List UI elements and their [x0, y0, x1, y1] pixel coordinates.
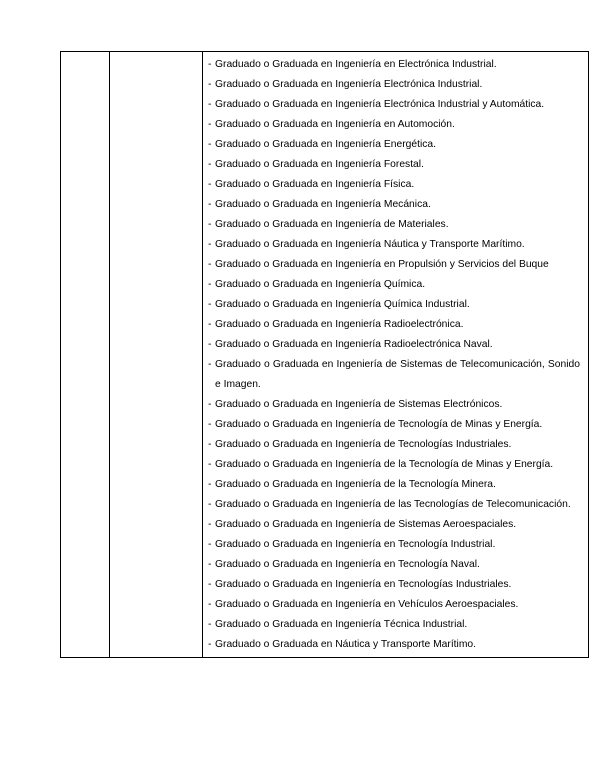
degree-text: Graduado o Graduada en Náutica y Transporte Marítimo.	[215, 639, 476, 650]
bullet-dash: -	[208, 579, 212, 590]
degree-text: Graduado o Graduada en Ingeniería en Vehículos Aeroespaciales.	[215, 599, 519, 610]
list-item	[208, 635, 580, 655]
table-cell-empty-first	[61, 52, 110, 658]
list-item	[208, 115, 580, 135]
list-item	[208, 135, 580, 155]
degree-text: Graduado o Graduada en Ingeniería de la Tecnología de Minas y Energía.	[215, 459, 554, 470]
bullet-dash: -	[208, 479, 212, 490]
degree-text: Graduado o Graduada en Ingeniería Electrónica Industrial.	[215, 79, 483, 90]
table-row	[61, 52, 589, 658]
bullet-dash: -	[208, 559, 212, 570]
bullet-dash: -	[208, 339, 212, 350]
bullet-dash: -	[208, 499, 212, 510]
bullet-dash: -	[208, 179, 212, 190]
bullet-dash: -	[208, 399, 212, 410]
degree-text: Graduado o Graduada en Ingeniería Náutica y Transporte Marítimo.	[215, 239, 525, 250]
bullet-dash: -	[208, 99, 212, 110]
degree-text: Graduado o Graduada en Ingeniería de Sistemas Electrónicos.	[215, 399, 503, 410]
bullet-dash: -	[208, 599, 212, 610]
degree-text: Graduado o Graduada en Ingeniería de las Tecnologías de Telecomunicación.	[215, 499, 571, 510]
degree-text: Graduado o Graduada en Ingeniería Radioelectrónica Naval.	[215, 339, 493, 350]
list-item	[208, 495, 580, 515]
degree-text: Graduado o Graduada en Ingeniería Física.	[215, 179, 415, 190]
degree-text: Graduado o Graduada en Ingeniería en Tecnologías Industriales.	[215, 579, 512, 590]
bullet-dash: -	[208, 419, 212, 430]
degree-text: Graduado o Graduada en Ingeniería Química Industrial.	[215, 299, 470, 310]
degree-text: Graduado o Graduada en Ingeniería en Tecnología Industrial.	[215, 539, 496, 550]
list-item	[208, 75, 580, 95]
degree-text: Graduado o Graduada en Ingeniería de la Tecnología Minera.	[215, 479, 496, 490]
degree-text: Graduado o Graduada en Ingeniería Radioelectrónica.	[215, 319, 464, 330]
degree-text: Graduado o Graduada en Ingeniería en Automoción.	[215, 119, 455, 130]
list-item	[208, 195, 580, 215]
list-item	[208, 295, 580, 315]
list-item	[208, 555, 580, 575]
degree-text: Graduado o Graduada en Ingeniería de Materiales.	[215, 219, 449, 230]
list-item	[208, 595, 580, 615]
bullet-dash: -	[208, 259, 212, 270]
degree-text: Graduado o Graduada en Ingeniería Forestal.	[215, 159, 424, 170]
list-item	[208, 175, 580, 195]
degrees-table	[60, 51, 589, 658]
bullet-dash: -	[208, 279, 212, 290]
list-item	[208, 335, 580, 355]
bullet-dash: -	[208, 539, 212, 550]
list-item	[208, 455, 580, 475]
list-item	[208, 475, 580, 495]
bullet-dash: -	[208, 619, 212, 630]
degree-text: Graduado o Graduada en Ingeniería de Sistemas de Telecomunicación, Sonido e Imagen.	[215, 359, 580, 390]
bullet-dash: -	[208, 439, 212, 450]
bullet-dash: -	[208, 119, 212, 130]
list-item	[208, 275, 580, 295]
degree-list	[203, 52, 588, 657]
table-cell-degree-list	[203, 52, 589, 658]
bullet-dash: -	[208, 79, 212, 90]
list-item	[208, 55, 580, 75]
bullet-dash: -	[208, 139, 212, 150]
list-item	[208, 315, 580, 335]
list-item	[208, 415, 580, 435]
bullet-dash: -	[208, 519, 212, 530]
list-item	[208, 235, 580, 255]
list-item	[208, 155, 580, 175]
bullet-dash: -	[208, 199, 212, 210]
degree-text: Graduado o Graduada en Ingeniería en Propulsión y Servicios del Buque	[215, 259, 549, 270]
list-item	[208, 515, 580, 535]
degree-text: Graduado o Graduada en Ingeniería Electrónica Industrial y Automática.	[215, 99, 545, 110]
degree-text: Graduado o Graduada en Ingeniería en Tecnología Naval.	[215, 559, 480, 570]
bullet-dash: -	[208, 159, 212, 170]
degree-text: Graduado o Graduada en Ingeniería de Tecnología de Minas y Energía.	[215, 419, 543, 430]
degree-text: Graduado o Graduada en Ingeniería Mecánica.	[215, 199, 431, 210]
bullet-dash: -	[208, 219, 212, 230]
bullet-dash: -	[208, 239, 212, 250]
list-item	[208, 535, 580, 555]
list-item	[208, 435, 580, 455]
list-item	[208, 575, 580, 595]
bullet-dash: -	[208, 299, 212, 310]
list-item	[208, 395, 580, 415]
list-item	[208, 255, 580, 275]
bullet-dash: -	[208, 59, 212, 70]
list-item	[208, 215, 580, 235]
degree-text: Graduado o Graduada en Ingeniería Técnica Industrial.	[215, 619, 468, 630]
degree-text: Graduado o Graduada en Ingeniería en Electrónica Industrial.	[215, 59, 497, 70]
bullet-dash: -	[208, 319, 212, 330]
degree-text: Graduado o Graduada en Ingeniería Química.	[215, 279, 426, 290]
degree-text: Graduado o Graduada en Ingeniería Energética.	[215, 139, 436, 150]
table-cell-empty-second	[110, 52, 203, 658]
degree-text: Graduado o Graduada en Ingeniería de Sistemas Aeroespaciales.	[215, 519, 517, 530]
bullet-dash: -	[208, 639, 212, 650]
bullet-dash: -	[208, 459, 212, 470]
list-item	[208, 615, 580, 635]
list-item	[208, 95, 580, 115]
bullet-dash: -	[208, 359, 212, 370]
list-item	[208, 355, 580, 395]
degree-text: Graduado o Graduada en Ingeniería de Tecnologías Industriales.	[215, 439, 512, 450]
